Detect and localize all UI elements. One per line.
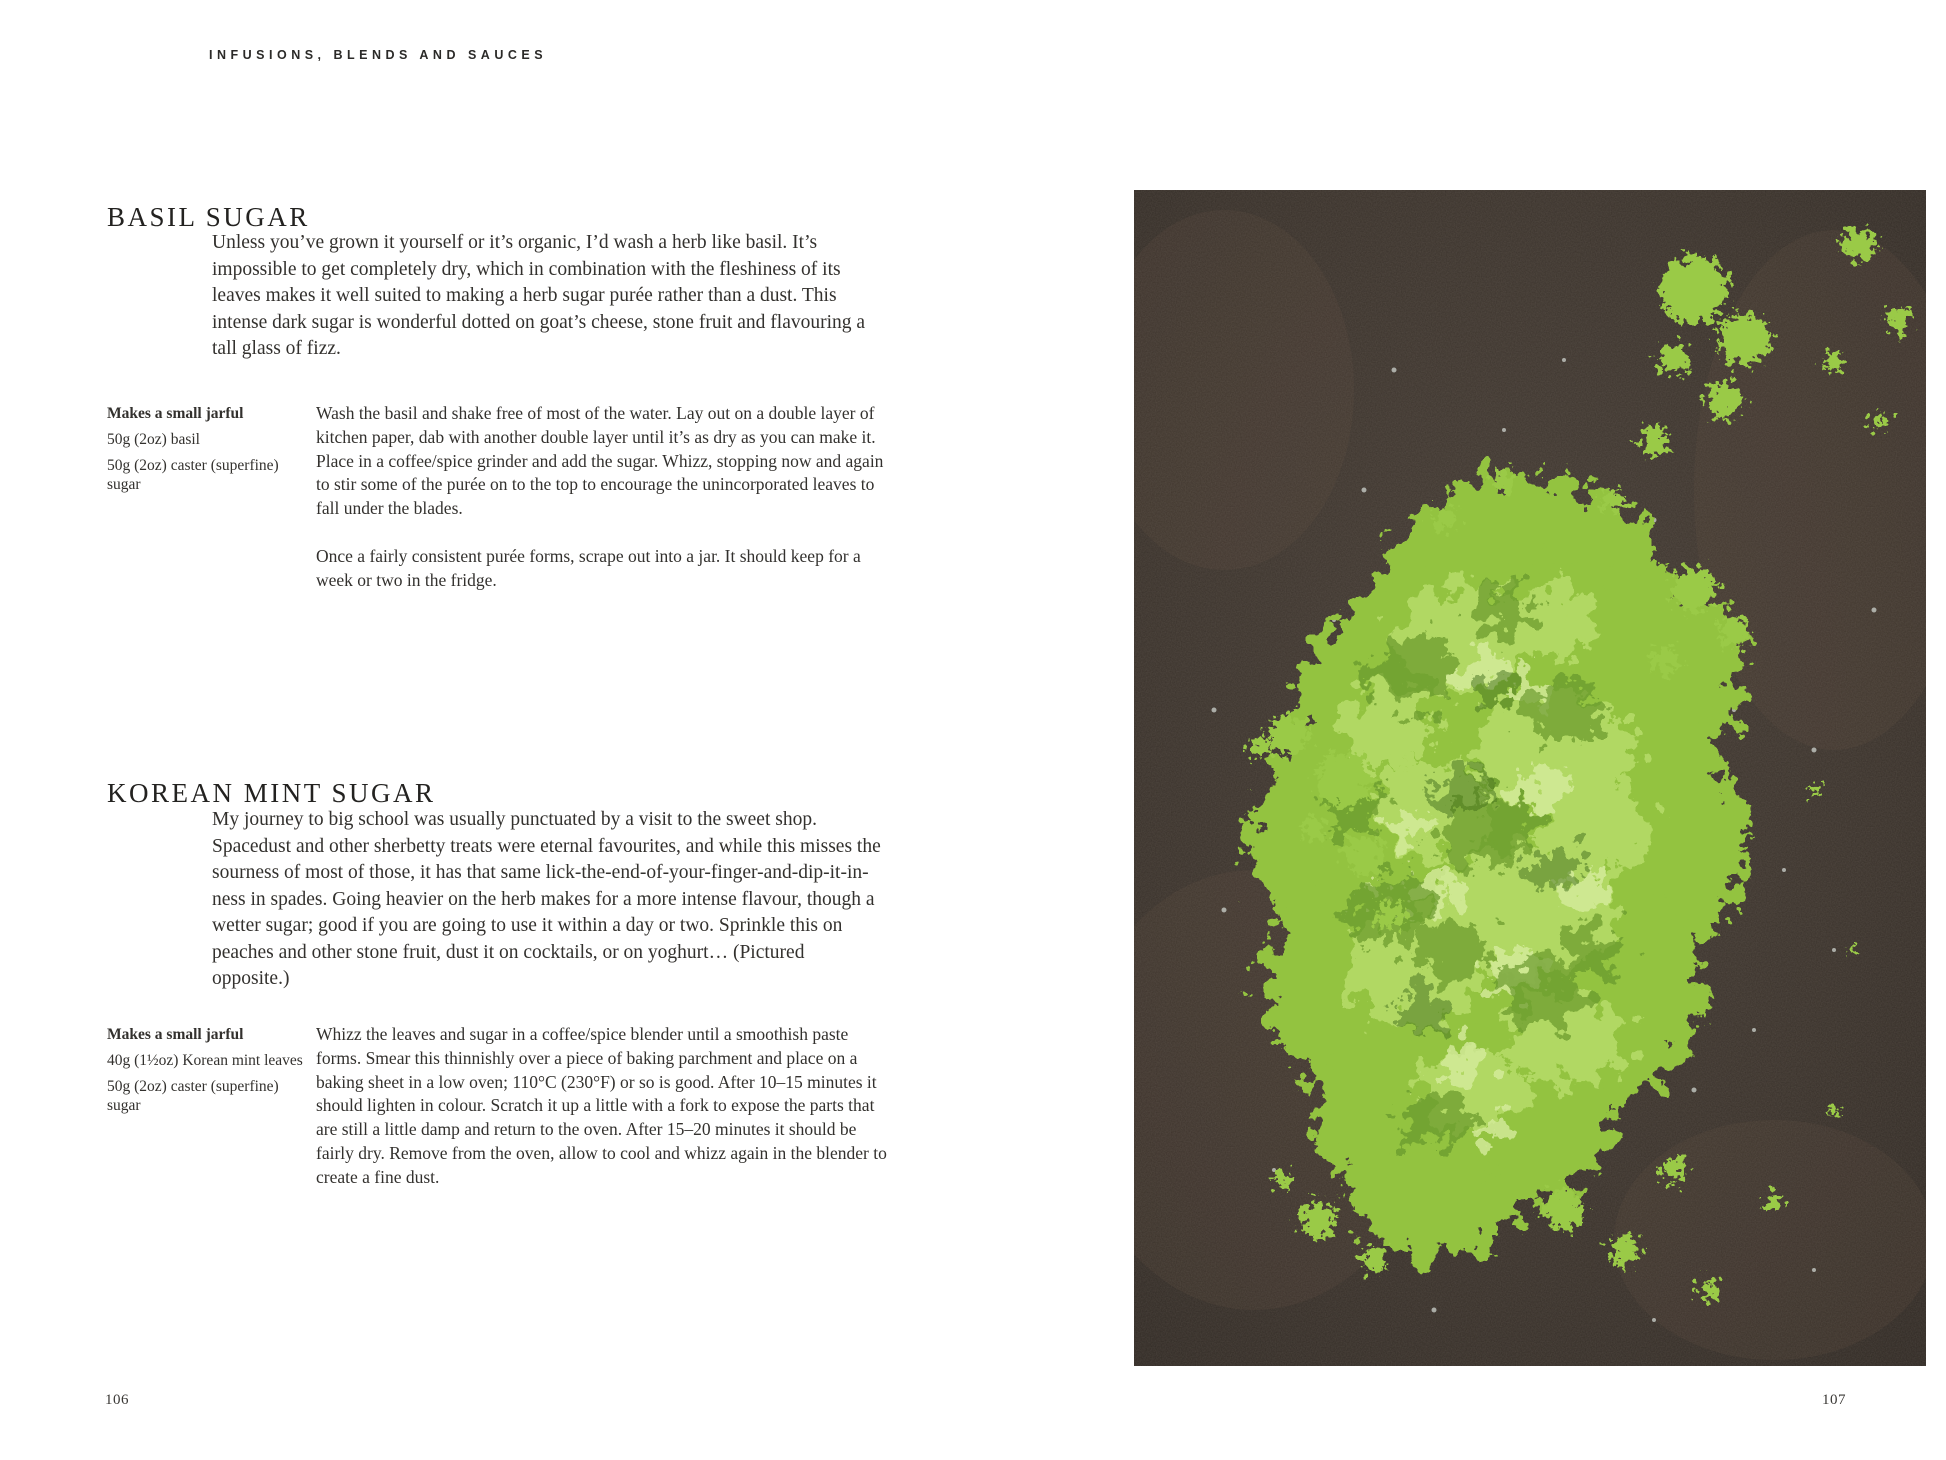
ingredient-item: 40g (1½oz) Korean mint leaves: [107, 1052, 303, 1069]
method-basil: [316, 402, 894, 617]
ingredient-item: 50g (2oz) basil: [107, 431, 200, 448]
recipe-intro-basil: Unless you’ve grown it yourself or it’s organic, I’d wash a herb like basil. It’s impossible to get completely dry, which in combination with the fleshiness of its leaves makes it well suited to making a herb sugar purée rather than a dust. This intense dark sugar is wonderful dotted on goat’s cheese, stone fruit and flavouring a tall glass of fizz.: [212, 232, 866, 359]
mint-sugar-photo: [1134, 190, 1926, 1366]
running-head: INFUSIONS, BLENDS AND SAUCES: [209, 48, 548, 62]
yield-basil: Makes a small jarful: [107, 405, 244, 422]
method-paragraph: Wash the basil and shake free of most of the water. Lay out on a double layer of kitchen paper, dab with another double layer until it’s as dry as you can make it. Place in a coffee/spice grinder and add the sugar. Whizz, stopping now and again to stir some of the purée on to the top to encourage the unincorporated leaves to fall under the blades.: [316, 403, 884, 519]
recipe-intro-korean: My journey to big school was usually punctuated by a visit to the sweet shop. Spacedust and other sherbetty treats were eternal favourites, and while this misses the sourness of most of those, it has that same lick-the-end-of-your-finger-and-dip-it-in-ness in spades. Going heavier on the herb makes for a more intense flavour, though a wetter sugar; good if you are going to use it within a day or two. Sprinkle this on peaches and other stone fruit, dust it on cocktails, or on yoghurt… (Pictured opposite.): [212, 809, 881, 989]
yield-korean: Makes a small jarful: [107, 1026, 244, 1043]
recipe-title-korean-mint-sugar: KOREAN MINT SUGAR: [107, 778, 436, 809]
ingredients-korean: [107, 1025, 307, 1122]
ingredient-item: 50g (2oz) caster (superfine) sugar: [107, 457, 279, 493]
recipe-title-basil-sugar: BASIL SUGAR: [107, 202, 310, 233]
ingredient-item: 50g (2oz) caster (superfine) sugar: [107, 1078, 279, 1114]
photo-canvas: [1134, 190, 1926, 1366]
page-number-right: 107: [1822, 1392, 1846, 1408]
page-number-left: 106: [105, 1392, 129, 1408]
method-korean: [316, 1023, 894, 1214]
ingredients-basil: [107, 404, 307, 501]
method-paragraph: Whizz the leaves and sugar in a coffee/spice blender until a smoothish paste forms. Smear this thinnishly over a piece of baking parchment and place on a baking sheet in a low oven; 110°C (230°F) or so is good. After 10–15 minutes it should lighten in colour. Scratch it up a little with a fork to expose the parts that are still a little damp and return to the oven. After 15–20 minutes it should be fairly dry. Remove from the oven, allow to cool and whizz again in the blender to create a fine dust.: [316, 1024, 887, 1187]
method-paragraph: Once a fairly consistent purée forms, scrape out into a jar. It should keep for a week or two in the fridge.: [316, 545, 861, 590]
